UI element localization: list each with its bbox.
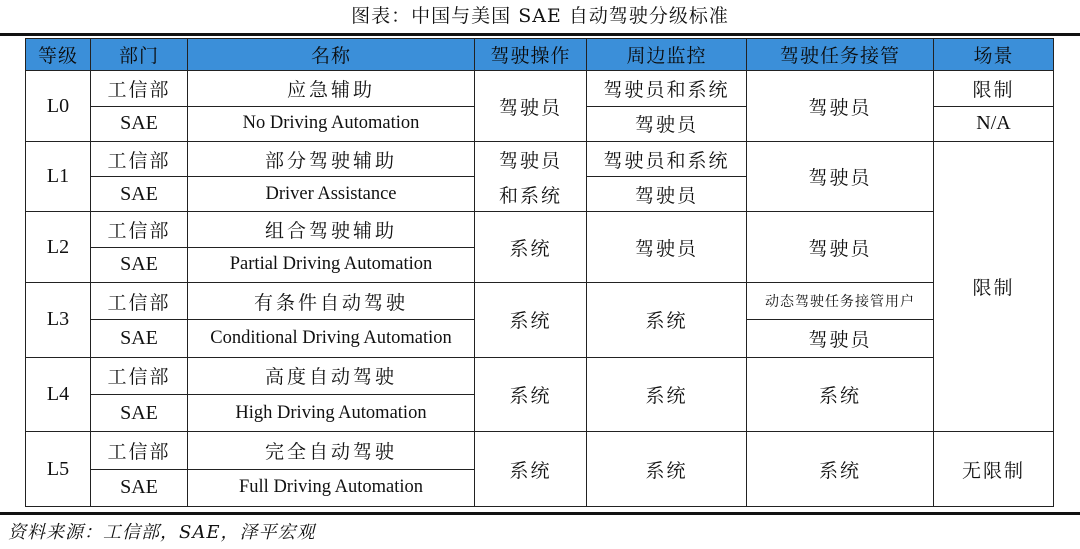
level-cell: L3 [26,283,91,358]
operation-cell: 系统 [475,357,587,432]
dept-sae: SAE [91,469,188,506]
header-level: 等级 [26,39,91,71]
takeover-cell: 驾驶员 [747,212,934,283]
name-en: No Driving Automation [188,106,475,141]
bottom-rule [0,512,1080,515]
level-cell: L1 [26,141,91,212]
dept-miit: 工信部 [91,71,188,106]
monitoring-cell: 驾驶员 [587,106,747,141]
operation-cell: 系统 [475,283,587,358]
top-rule [0,33,1080,36]
scenario-cell: N/A [934,106,1054,141]
takeover-cell: 驾驶员 [747,141,934,212]
level-cell: L0 [26,71,91,142]
dept-miit: 工信部 [91,141,188,176]
table-row [26,432,1054,469]
takeover-cell: 系统 [747,357,934,432]
dept-sae: SAE [91,106,188,141]
takeover-cell: 驾驶员 [747,320,934,357]
name-cn: 组合驾驶辅助 [188,212,475,247]
header-name: 名称 [188,39,475,71]
name-en: High Driving Automation [188,394,475,431]
level-cell: L4 [26,357,91,432]
name-en: Partial Driving Automation [188,247,475,282]
header-monitoring: 周边监控 [587,39,747,71]
dept-miit: 工信部 [91,212,188,247]
level-cell: L2 [26,212,91,283]
name-en: Conditional Driving Automation [188,320,475,357]
name-cn: 高度自动驾驶 [188,357,475,394]
sae-level-table [25,38,1054,507]
operation-cell: 系统 [475,212,587,283]
monitoring-cell: 系统 [587,432,747,507]
monitoring-cell: 驾驶员和系统 [587,141,747,176]
scenario-merged-cell: 限制 [934,141,1054,431]
scenario-cell: 限制 [934,71,1054,106]
monitoring-cell: 系统 [587,283,747,358]
header-takeover: 驾驶任务接管 [747,39,934,71]
monitoring-cell: 驾驶员 [587,212,747,283]
name-en: Full Driving Automation [188,469,475,506]
level-cell: L5 [26,432,91,507]
scenario-cell: 无限制 [934,432,1054,507]
dept-sae: SAE [91,177,188,212]
header-row [26,39,1054,71]
name-en: Driver Assistance [188,177,475,212]
takeover-cell: 驾驶员 [747,71,934,142]
operation-cell-line1: 驾驶员 [475,141,587,176]
name-cn: 应急辅助 [188,71,475,106]
monitoring-cell: 系统 [587,357,747,432]
operation-cell: 驾驶员 [475,71,587,142]
monitoring-cell: 驾驶员和系统 [587,71,747,106]
dept-sae: SAE [91,394,188,431]
name-cn: 有条件自动驾驶 [188,283,475,320]
header-operation: 驾驶操作 [475,39,587,71]
table-row [26,141,1054,176]
dept-sae: SAE [91,247,188,282]
header-scenario: 场景 [934,39,1054,71]
source-note: 资料来源：工信部，SAE，泽平宏观 [8,522,316,543]
name-cn: 完全自动驾驶 [188,432,475,469]
takeover-cell: 系统 [747,432,934,507]
table-row [26,283,1054,320]
dept-miit: 工信部 [91,357,188,394]
monitoring-cell: 驾驶员 [587,177,747,212]
header-dept: 部门 [91,39,188,71]
operation-cell: 系统 [475,432,587,507]
dept-miit: 工信部 [91,283,188,320]
name-cn: 部分驾驶辅助 [188,141,475,176]
dept-sae: SAE [91,320,188,357]
takeover-cell: 动态驾驶任务接管用户 [747,283,934,320]
table-row [26,212,1054,247]
table-row [26,357,1054,394]
dept-miit: 工信部 [91,432,188,469]
figure-title: 图表：中国与美国 SAE 自动驾驶分级标准 [351,5,729,27]
operation-cell-line2: 和系统 [475,177,587,212]
table-row [26,71,1054,106]
